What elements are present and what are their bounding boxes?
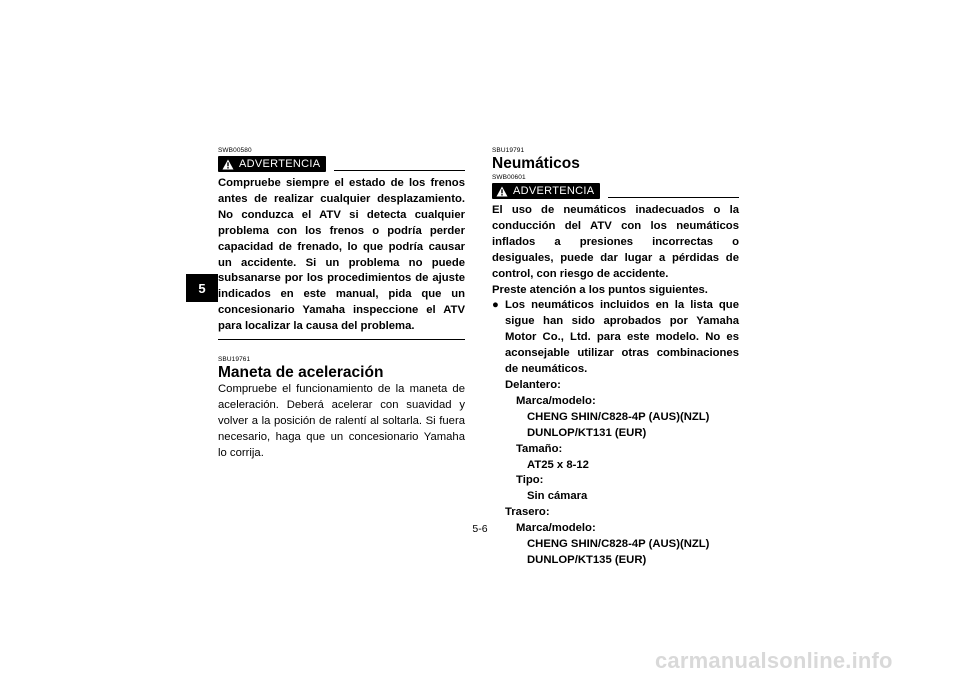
size-value: AT25 x 8-12 <box>527 458 589 471</box>
warning-badge <box>492 183 600 199</box>
section-code: SBU19761 <box>218 356 251 364</box>
warning-triangle-icon <box>222 159 234 170</box>
section-title: Neumáticos <box>492 155 580 172</box>
rear-brand-value: CHENG SHIN/C828-4P (AUS)(NZL) <box>527 538 710 551</box>
bullet-text: Los neumáticos incluidos en la lista que sigue han sido aprobados por Yamaha Motor Co., Ltd. para este modelo. No es aconsejable utilizar otras combinaciones de neumáticos. <box>505 299 739 376</box>
left-column <box>218 147 465 462</box>
warning-header <box>218 156 465 172</box>
attention-text: Preste atención a los puntos siguientes. <box>492 283 708 296</box>
type-value: Sin cámara <box>527 490 588 503</box>
right-column <box>492 147 739 569</box>
front-label: Delantero: <box>505 378 561 391</box>
warning-rule <box>334 170 465 171</box>
rear-brand-value: DUNLOP/KT135 (EUR) <box>527 553 647 566</box>
warning-triangle-icon <box>496 186 508 197</box>
front-brand-value: DUNLOP/KT131 (EUR) <box>527 426 647 439</box>
section-text: Compruebe el funcionamiento de la maneta de aceleración. Deberá acelerar con suavidad y volver a la posición de ralentí al soltarla. Si fuera necesario, haga que un concesionario Yamaha lo corrija. <box>218 383 465 459</box>
front-brand-label: Marca/modelo: <box>516 394 596 407</box>
section-code: SBU19791 <box>492 147 525 154</box>
rear-brand-label: Marca/modelo: <box>516 522 596 535</box>
front-brand-value: CHENG SHIN/C828-4P (AUS)(NZL) <box>527 410 710 423</box>
bullet-icon: ● <box>492 299 499 312</box>
page-number: 5-6 <box>472 523 488 535</box>
type-label: Tipo: <box>516 474 544 487</box>
watermark: carmanualsonline.info <box>655 648 893 673</box>
warning-code: SWB00580 <box>218 147 252 154</box>
warning-code: SWB00601 <box>492 174 526 181</box>
section-tab: 5 <box>186 274 218 302</box>
warning-header <box>492 183 739 199</box>
warning-text: El uso de neumáticos inadecuados o la conducción del ATV con los neumáticos inflados a presiones incorrectas o desiguales, puede dar lugar a pérdidas de control, con riesgo de accidente. <box>492 204 739 280</box>
warning-label: ADVERTENCIA <box>239 158 321 170</box>
rear-label: Trasero: <box>505 506 550 519</box>
warning-rule <box>608 197 739 198</box>
size-label: Tamaño: <box>516 442 563 455</box>
section-title: Maneta de aceleración <box>218 364 384 382</box>
warning-label: ADVERTENCIA <box>513 185 595 197</box>
warning-badge <box>218 156 326 172</box>
warning-text: Compruebe siempre el estado de los frenos antes de realizar cualquier desplazamiento. No conduzca el ATV si detecta cualquier problema con los frenos o podría perder capacidad de frenado, lo que podría causar un accidente. Si un problema no puede subsanarse por los procedimientos de ajuste indicados en este manual, pida que un concesionario Yamaha inspeccione el ATV para localizar la causa del problema. <box>218 177 465 333</box>
list-item <box>492 298 739 378</box>
warning-bottom-rule <box>218 339 465 340</box>
